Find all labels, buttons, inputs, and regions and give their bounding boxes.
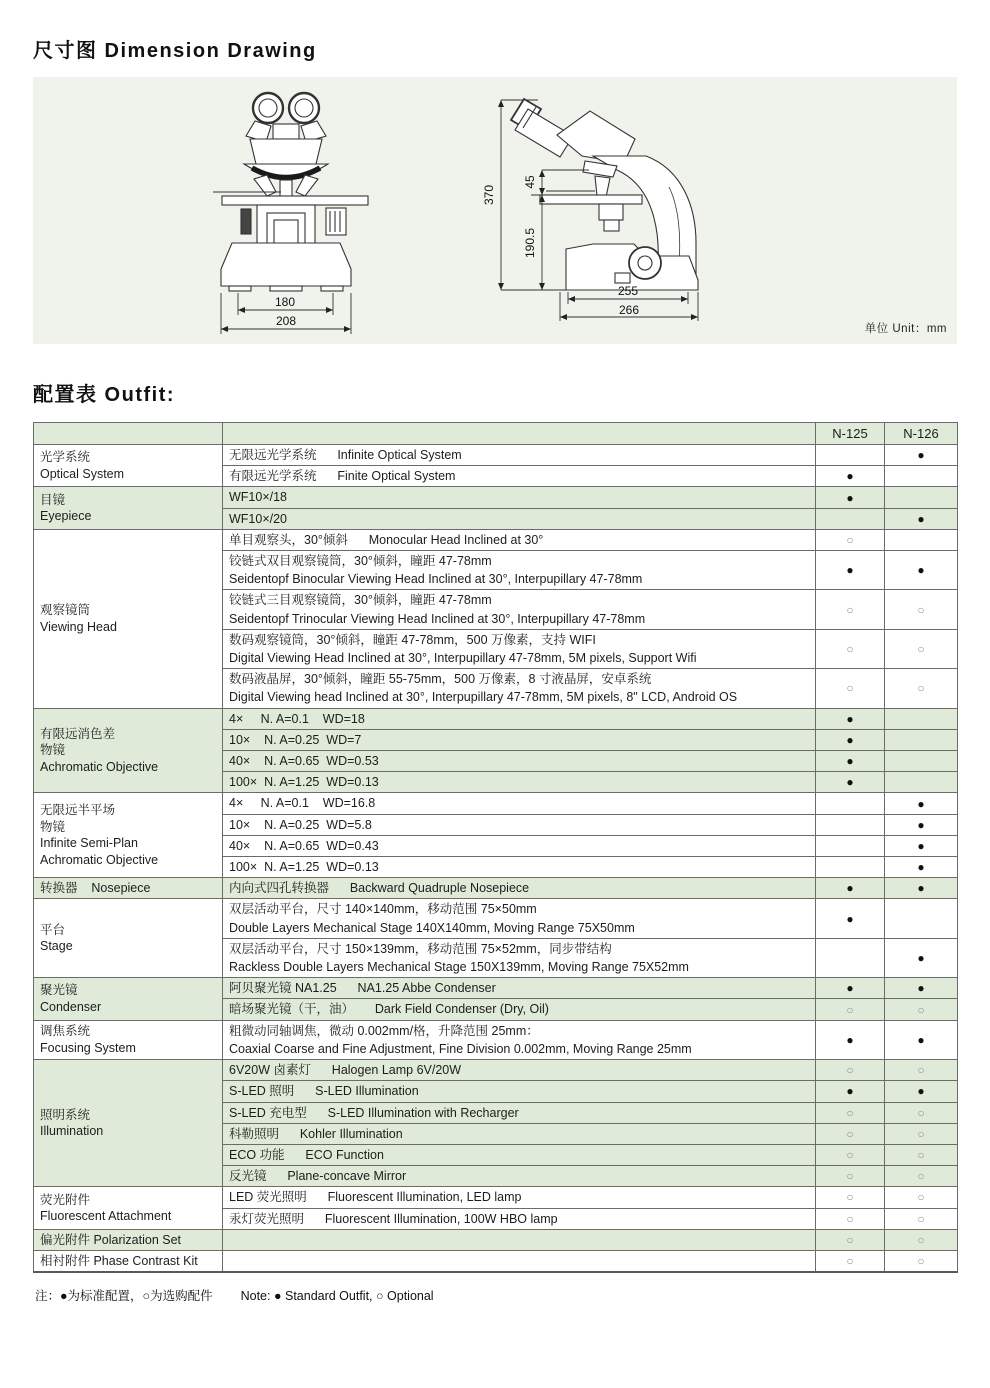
optional-dot-icon: ○ [846,642,854,657]
spec-description-cell: 铰链式三目观察镜筒，30°倾斜，瞳距 47-78mm Seidentopf Trinocular Viewing Head Inclined at 30°, Interpupillary 47-78mm [223,590,816,629]
table-row [34,899,958,938]
spec-description-cell: 铰链式双目观察镜筒，30°倾斜，瞳距 47-78mm Seidentopf Binocular Viewing Head Inclined at 30°, Interpupillary 47-78mm [223,551,816,590]
optional-dot-icon: ○ [846,1105,854,1120]
marker-cell-n-125 [816,1020,885,1059]
legend-note-cn: 注：●为标准配置，○为选购配件 [35,1289,213,1304]
category-cell: 偏光附件 Polarization Set [34,1229,223,1250]
marker-cell-n-125 [816,629,885,668]
spec-description-cell: 10× N. A=0.25 WD=7 [223,729,816,750]
spec-description-cell: 双层活动平台，尺寸 150×139mm，移动范围 75×52mm，同步带结构 Rackless Double Layers Mechanical Stage 150X139mm, Moving Range 75X52mm [223,938,816,977]
spec-description-cell [223,1229,816,1250]
optional-dot-icon: ○ [917,681,925,696]
spec-description-cell: 有限远光学系统 Finite Optical System [223,466,816,487]
legend-note [35,1286,990,1304]
category-cell: 转换器 Nosepiece [34,878,223,899]
spec-description-cell: 双层活动平台，尺寸 140×140mm，移动范围 75×50mm Double Layers Mechanical Stage 140X140mm, Moving Range 75X50mm [223,899,816,938]
legend-note-en: Note: ● Standard Outfit, ○ Optional [240,1289,434,1304]
dimension-drawing-panel [33,77,957,344]
spec-description-cell: 100× N. A=1.25 WD=0.13 [223,772,816,793]
marker-cell-n-125 [816,1250,885,1272]
standard-dot-icon: ● [917,838,925,853]
marker-cell-n-126 [885,1208,958,1229]
marker-cell-n-125 [816,751,885,772]
optional-dot-icon: ○ [846,1126,854,1141]
optional-dot-icon: ○ [846,1190,854,1205]
marker-cell-n-126 [885,835,958,856]
marker-cell-n-126 [885,1123,958,1144]
optional-dot-icon: ○ [917,642,925,657]
standard-dot-icon: ● [917,511,925,526]
spec-description-cell: S-LED 充电型 S-LED Illumination with Recharger [223,1102,816,1123]
category-cell: 相衬附件 Phase Contrast Kit [34,1250,223,1272]
dim-side-inner-depth: 255 [617,284,639,298]
standard-dot-icon: ● [846,1032,854,1047]
optional-dot-icon: ○ [917,1126,925,1141]
optional-dot-icon: ○ [917,1211,925,1226]
marker-cell-n-126 [885,857,958,878]
optional-dot-icon: ○ [917,1002,925,1017]
spec-description-cell: 汞灯荧光照明 Fluorescent Illumination, 100W HBO lamp [223,1208,816,1229]
table-row [34,1229,958,1250]
standard-dot-icon: ● [846,490,854,505]
marker-cell-n-125 [816,708,885,729]
spec-description-cell: 暗场聚光镜（干，油） Dark Field Condenser (Dry, Oil) [223,999,816,1020]
spec-description-cell: 科勒照明 Kohler Illumination [223,1123,816,1144]
marker-cell-n-125 [816,899,885,938]
marker-cell-n-126 [885,1102,958,1123]
marker-cell-n-126 [885,793,958,814]
spec-description-cell: 数码液晶屏，30°倾斜，瞳距 55-75mm，500 万像素，8 寸液晶屏，安卓系统 Digital Viewing head Inclined at 30°, Interpupillary 47-78mm, 5M pixels, 8" LCD, Android OS [223,669,816,708]
standard-dot-icon: ● [917,817,925,832]
spec-description-cell: 无限远光学系统 Infinite Optical System [223,445,816,466]
category-cell: 照明系统 Illumination [34,1060,223,1187]
marker-cell-n-125 [816,878,885,899]
table-row [34,708,958,729]
standard-dot-icon: ● [846,1084,854,1099]
spec-description-cell: 粗微动同轴调焦，微动 0.002mm/格，升降范围 25mm： Coaxial Coarse and Fine Adjustment, Fine Division 0.002mm, Moving Range 25mm [223,1020,816,1059]
marker-cell-n-126 [885,1166,958,1187]
marker-cell-n-126 [885,729,958,750]
dim-side-outer-depth: 266 [618,303,640,317]
optional-dot-icon: ○ [917,1105,925,1120]
marker-cell-n-126 [885,772,958,793]
optional-dot-icon: ○ [917,1169,925,1184]
standard-dot-icon: ● [846,469,854,484]
marker-cell-n-126 [885,669,958,708]
category-cell: 聚光镜 Condenser [34,978,223,1020]
standard-dot-icon: ● [846,911,854,926]
category-cell: 观察镜筒 Viewing Head [34,529,223,708]
spec-description-cell: 40× N. A=0.65 WD=0.43 [223,835,816,856]
marker-cell-n-126 [885,978,958,999]
marker-cell-n-126 [885,529,958,550]
marker-cell-n-125 [816,978,885,999]
standard-dot-icon: ● [917,796,925,811]
outfit-table-title: 配置表 Outfit: [33,384,176,406]
optional-dot-icon: ○ [846,1148,854,1162]
marker-cell-n-126 [885,487,958,508]
spec-description-cell: 6V20W 卤素灯 Halogen Lamp 6V/20W [223,1060,816,1081]
spec-description-cell: ECO 功能 ECO Function [223,1144,816,1165]
marker-cell-n-125 [816,1081,885,1102]
standard-dot-icon: ● [846,881,854,896]
marker-cell-n-125 [816,1060,885,1081]
marker-cell-n-126 [885,708,958,729]
optional-dot-icon: ○ [917,602,925,617]
marker-cell-n-125 [816,508,885,529]
microscope-line-art [33,77,957,344]
standard-dot-icon: ● [917,448,925,463]
outfit-table-body [34,445,958,1273]
marker-cell-n-125 [816,999,885,1020]
unit-label: 单位 Unit：mm [864,323,947,335]
marker-cell-n-125 [816,793,885,814]
marker-cell-n-126 [885,1250,958,1272]
marker-cell-n-125 [816,1229,885,1250]
marker-cell-n-125 [816,1144,885,1165]
category-cell: 有限远消色差 物镜 Achromatic Objective [34,708,223,793]
marker-cell-n-125 [816,814,885,835]
side-view-drawing [501,99,698,321]
spec-description-cell: 内向式四孔转换器 Backward Quadruple Nosepiece [223,878,816,899]
category-cell: 调焦系统 Focusing System [34,1020,223,1059]
marker-cell-n-125 [816,466,885,487]
marker-cell-n-126 [885,938,958,977]
spec-description-cell: 4× N. A=0.1 WD=16.8 [223,793,816,814]
optional-dot-icon: ○ [846,602,854,617]
optional-dot-icon: ○ [846,1211,854,1226]
marker-cell-n-125 [816,835,885,856]
spec-description-cell: WF10×/20 [223,508,816,529]
optional-dot-icon: ○ [917,1190,925,1205]
optional-dot-icon: ○ [846,1254,854,1269]
marker-cell-n-126 [885,629,958,668]
standard-dot-icon: ● [917,981,925,996]
marker-cell-n-126 [885,878,958,899]
spec-description-cell [223,1250,816,1272]
table-row [34,978,958,999]
marker-cell-n-125 [816,551,885,590]
marker-cell-n-126 [885,1144,958,1165]
spec-description-cell: LED 荧光照明 Fluorescent Illumination, LED lamp [223,1187,816,1208]
optional-dot-icon: ○ [846,1232,854,1247]
marker-cell-n-125 [816,487,885,508]
optional-dot-icon: ○ [846,1002,854,1017]
marker-cell-n-126 [885,1020,958,1059]
table-row [34,529,958,550]
marker-cell-n-125 [816,857,885,878]
marker-cell-n-125 [816,1187,885,1208]
marker-cell-n-126 [885,899,958,938]
standard-dot-icon: ● [917,1032,925,1047]
dim-side-total-height: 370 [482,184,496,206]
standard-dot-icon: ● [846,775,854,790]
marker-cell-n-126 [885,508,958,529]
category-cell: 平台 Stage [34,899,223,978]
optional-dot-icon: ○ [846,1063,854,1078]
optional-dot-icon: ○ [917,1254,925,1269]
marker-cell-n-126 [885,751,958,772]
marker-cell-n-125 [816,590,885,629]
category-cell: 无限远半平场 物镜 Infinite Semi-Plan Achromatic Objective [34,793,223,878]
marker-cell-n-125 [816,529,885,550]
category-cell: 目镜 Eyepiece [34,487,223,529]
spec-description-cell: 阿贝聚光镜 NA1.25 NA1.25 Abbe Condenser [223,978,816,999]
optional-dot-icon: ○ [917,1232,925,1247]
marker-cell-n-125 [816,938,885,977]
spec-description-cell: 10× N. A=0.25 WD=5.8 [223,814,816,835]
spec-description-cell: 100× N. A=1.25 WD=0.13 [223,857,816,878]
table-row [34,1187,958,1208]
spec-description-cell: 反光镜 Plane-concave Mirror [223,1166,816,1187]
dim-front-inner-width: 180 [274,295,296,309]
marker-cell-n-125 [816,445,885,466]
dim-side-head-height: 45 [523,175,537,189]
standard-dot-icon: ● [917,563,925,578]
table-row [34,1250,958,1272]
spec-description-cell: 数码观察镜筒，30°倾斜，瞳距 47-78mm，500 万像素，支持 WIFI Digital Viewing Head Inclined at 30°, Interpupillary 47-78mm, 5M pixels, Support Wifi [223,629,816,668]
table-row [34,487,958,508]
table-row [34,445,958,466]
spec-description-cell: 40× N. A=0.65 WD=0.53 [223,751,816,772]
marker-cell-n-126 [885,551,958,590]
optional-dot-icon: ○ [846,532,854,547]
category-cell: 荧光附件 Fluorescent Attachment [34,1187,223,1229]
marker-cell-n-126 [885,1187,958,1208]
marker-cell-n-126 [885,1081,958,1102]
standard-dot-icon: ● [846,981,854,996]
spec-description-cell: 4× N. A=0.1 WD=18 [223,708,816,729]
optional-dot-icon: ○ [846,681,854,696]
standard-dot-icon: ● [917,1084,925,1099]
marker-cell-n-126 [885,999,958,1020]
optional-dot-icon: ○ [917,1148,925,1162]
dimension-drawing-title: 尺寸图 Dimension Drawing [33,40,317,62]
spec-description-cell: 单目观察头，30°倾斜 Monocular Head Inclined at 30° [223,529,816,550]
spec-description-cell: WF10×/18 [223,487,816,508]
marker-cell-n-126 [885,1229,958,1250]
table-row [34,793,958,814]
marker-cell-n-126 [885,1060,958,1081]
marker-cell-n-125 [816,772,885,793]
marker-cell-n-125 [816,729,885,750]
standard-dot-icon: ● [917,881,925,896]
header-model-n126: N-126 [885,423,958,445]
marker-cell-n-126 [885,814,958,835]
dim-front-outer-width: 208 [275,314,297,328]
standard-dot-icon: ● [846,754,854,769]
marker-cell-n-125 [816,669,885,708]
standard-dot-icon: ● [846,732,854,747]
spec-description-cell: S-LED 照明 S-LED Illumination [223,1081,816,1102]
table-row [34,1060,958,1081]
optional-dot-icon: ○ [917,1063,925,1078]
standard-dot-icon: ● [846,711,854,726]
table-row [34,1020,958,1059]
marker-cell-n-125 [816,1166,885,1187]
marker-cell-n-125 [816,1208,885,1229]
marker-cell-n-126 [885,466,958,487]
header-description-cell [223,423,816,445]
header-model-n125: N-125 [816,423,885,445]
standard-dot-icon: ● [917,860,925,875]
header-category-cell [34,423,223,445]
marker-cell-n-126 [885,445,958,466]
table-row [34,878,958,899]
marker-cell-n-125 [816,1102,885,1123]
marker-cell-n-126 [885,590,958,629]
optional-dot-icon: ○ [846,1169,854,1184]
table-header-row [34,423,958,445]
outfit-table [33,422,958,1273]
standard-dot-icon: ● [846,563,854,578]
standard-dot-icon: ● [917,951,925,966]
marker-cell-n-125 [816,1123,885,1144]
dim-side-stage-height: 190.5 [523,227,537,259]
category-cell: 光学系统 Optical System [34,445,223,487]
